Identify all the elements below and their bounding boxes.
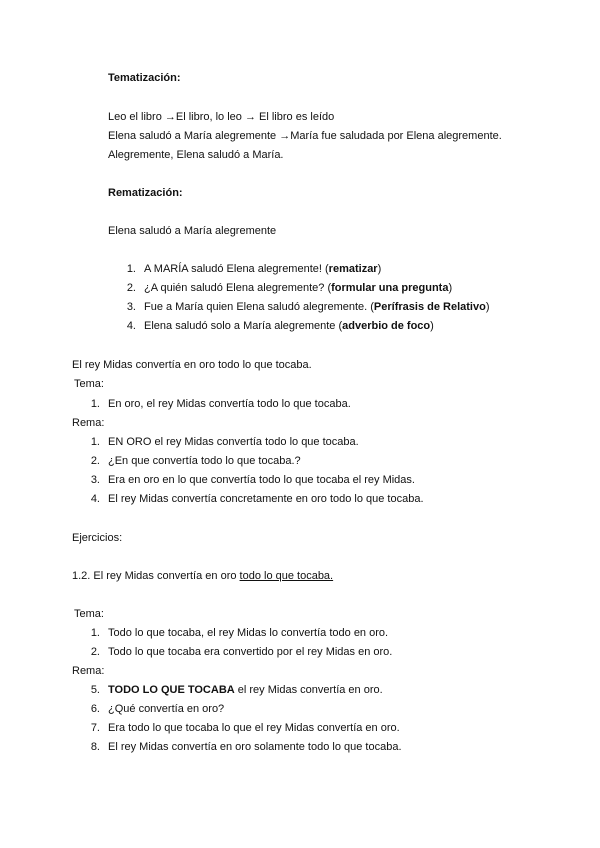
item-text: ¿A quién saludó Elena alegremente? ( [144,282,332,294]
ejercicios-tema-item-2 [82,643,392,662]
item-text: Todo lo que tocaba era convertido por el rey Midas en oro. [108,646,393,658]
ejercicios-heading: Ejercicios: [72,532,123,544]
ejercicios-rema-label: Rema: [72,665,105,677]
line-text: El libro es leído [255,111,335,123]
exercise-sentence [72,567,333,586]
list-number: 8. [90,741,100,753]
line-text: Elena saludó a María alegremente [108,130,280,142]
rematizacion-item-1 [118,260,381,279]
item-text: En oro, el rey Midas convertía todo lo que tocaba. [108,398,351,410]
item-text: Era todo lo que tocaba lo que el rey Midas convertía en oro. [108,722,400,734]
line-text: María fue saludada por Elena alegremente. [290,130,502,142]
tematizacion-line-3 [108,146,284,165]
list-number: 7. [90,722,100,734]
item-text: Fue a María quien Elena saludó alegremente. ( [144,301,374,313]
ejercicios-rema-item-5 [82,681,383,700]
list-number: 1. [90,398,100,410]
list-number: 2. [90,455,100,467]
item-bold: TODO LO QUE TOCABA [108,684,235,696]
item-close: ) [377,263,382,275]
rematizacion-item-4 [118,317,434,336]
item-close: ) [485,301,490,313]
list-number: 6. [90,703,100,715]
list-number: 1. [90,436,100,448]
item-close: ) [430,320,434,332]
rematizacion-heading: Rematización: [108,187,183,199]
midas-rema-item-3 [82,471,415,490]
midas-rema-item-1 [82,433,359,452]
list-number: 1. [90,627,100,639]
item-text: Era en oro en lo que convertía todo lo que tocaba el rey Midas. [108,474,415,486]
list-number: 3. [126,301,136,313]
ejercicios-tema-label: Tema: [74,608,104,620]
list-number: 1. [126,263,136,275]
list-number: 5. [90,684,100,696]
midas-tema-label: Tema: [74,378,104,390]
line-text: Alegremente, Elena saludó a María. [108,149,284,161]
tematizacion-heading: Tematización: [108,72,181,84]
item-text: El rey Midas convertía en oro solamente todo lo que tocaba. [108,741,402,753]
arrow-icon: → [164,111,176,123]
item-text: El rey Midas convertía concretamente en oro todo lo que tocaba. [108,493,424,505]
item-bold: rematizar [328,263,378,275]
item-bold: Perífrasis de Relativo [373,301,486,313]
midas-tema-item-1 [82,395,351,414]
item-text: EN ORO el rey Midas convertía todo lo que tocaba. [108,436,359,448]
ejercicios-rema-item-8 [82,738,402,757]
midas-rema-label: Rema: [72,417,105,429]
arrow-icon: → [244,111,256,123]
list-number: 4. [126,320,136,332]
item-close: ) [448,282,453,294]
list-number: 2. [126,282,136,294]
arrow-icon: → [279,130,291,142]
rematizacion-item-3 [118,298,489,317]
midas-rema-item-4 [82,490,424,509]
item-bold: formular una pregunta [331,282,449,294]
ejercicios-rema-item-7 [82,719,400,738]
rematizacion-sentence: Elena saludó a María alegremente [108,225,277,237]
line-text: Leo el libro [108,111,165,123]
ejercicios-tema-item-1 [82,624,388,643]
exercise-underlined: todo lo que tocaba. [239,570,334,582]
list-number: 4. [90,493,100,505]
midas-rema-item-2 [82,452,301,471]
item-text: ¿Qué convertía en oro? [108,703,225,715]
item-text: Elena saludó solo a María alegremente ( [144,320,343,332]
exercise-prefix: 1.2. El rey Midas convertía en oro [72,570,240,582]
tematizacion-line-1 [108,108,334,127]
list-number: 2. [90,646,100,658]
list-number: 3. [90,474,100,486]
item-text: ¿En que convertía todo lo que tocaba.? [108,455,301,467]
item-text: A MARÍA saludó Elena alegremente! ( [144,263,329,275]
midas-sentence: El rey Midas convertía en oro todo lo que tocaba. [72,359,312,371]
ejercicios-rema-item-6 [82,700,224,719]
line-text: El libro, lo leo [175,111,245,123]
rematizacion-item-2 [118,279,452,298]
tematizacion-line-2 [108,127,502,146]
item-text: Todo lo que tocaba, el rey Midas lo convertía todo en oro. [108,627,389,639]
item-text: el rey Midas convertía en oro. [234,684,383,696]
item-bold: adverbio de foco [342,320,431,332]
